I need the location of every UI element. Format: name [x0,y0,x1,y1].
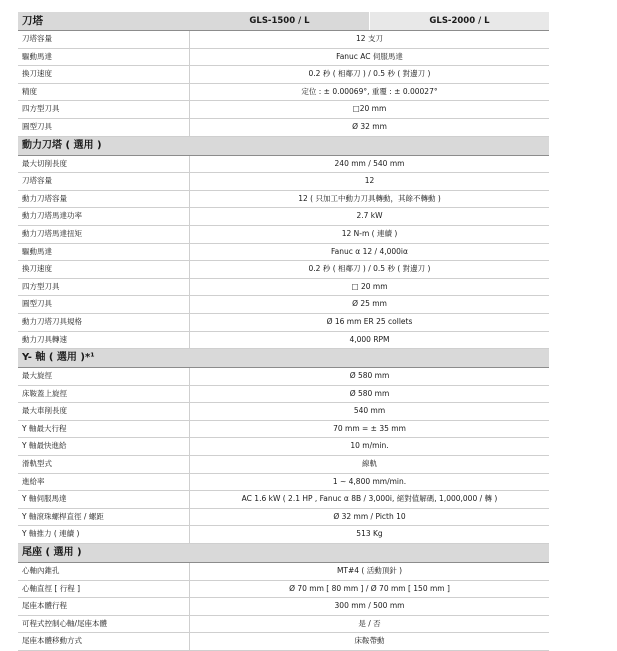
spec-label: 驅動馬達 [18,49,190,66]
spec-value: 540 mm [353,406,386,416]
spec-value: 2.7 kW [356,211,383,221]
spec-value: 1 ~ 4,800 mm/min. [332,476,407,486]
spec-label: 刀塔容量 [18,31,190,48]
spec-label: 尾座本體移動方式 [18,633,190,650]
spec-label: 動力刀塔容量 [18,191,190,208]
spec-label: 動力刀塔馬達扭矩 [18,226,190,243]
spec-label: 心軸直徑 [ 行程 ] [18,581,190,598]
spec-label: 滑軌型式 [18,456,190,473]
spec-label: Y 軸最大行程 [18,421,190,438]
tailstock-section-title: 尾座 ( 選用 ) [18,544,549,563]
spec-row [18,616,549,634]
spec-row [18,296,549,314]
spec-label: 刀塔容量 [18,173,190,190]
spec-row [18,261,549,279]
spec-label: Y 軸伺服馬達 [18,491,190,508]
spec-value: 是 / 否 [358,618,381,628]
spec-label: 四方型刀具 [18,279,190,296]
spec-row [18,598,549,616]
spec-label: 圓型刀具 [18,296,190,313]
model-column-gls-1500: GLS-1500 / L [249,16,310,26]
spec-row [18,474,549,492]
spec-value: AC 1.6 kW ( 2.1 HP , Fanuc α 8B / 3,000i, 絕對值解碼, 1,000,000 / 轉 ) [241,494,498,504]
spec-row [18,456,549,474]
turret-section-title: 刀塔 [22,15,43,27]
spec-row [18,191,549,209]
spec-label: 尾座本體行程 [18,598,190,615]
spec-row [18,208,549,226]
spec-row [18,244,549,262]
spec-row [18,563,549,581]
spec-label: 換刀速度 [18,261,190,278]
spec-row [18,332,549,350]
model-column-gls-2000: GLS-2000 / L [369,12,549,30]
spec-value: 240 mm / 540 mm [334,158,405,168]
live-turret-section-title: 動力刀塔 ( 選用 ) [18,137,549,156]
spec-row [18,84,549,102]
spec-value: □ 20 mm [351,281,388,291]
spec-row [18,509,549,527]
turret-rows [18,31,549,137]
table-header [18,12,549,31]
spec-value: Ø 580 mm [349,371,390,381]
spec-label: 圓型刀具 [18,119,190,136]
spec-label: 進給率 [18,474,190,491]
spec-value: Ø 70 mm [ 80 mm ] / Ø 70 mm [ 150 mm ] [289,583,450,593]
spec-label: 床鞍蓋上旋徑 [18,386,190,403]
spec-value: 12 [364,176,375,186]
spec-value: 300 mm / 500 mm [334,601,405,611]
spec-value: 定位 : ± 0.00069°, 重覆 : ± 0.00027° [301,86,438,96]
spec-value: Ø 16 mm ER 25 collets [326,316,413,326]
spec-label: 最大車削長度 [18,403,190,420]
spec-value: MT#4 ( 活動頂針 ) [336,566,403,576]
spec-label: 動力刀塔馬達功率 [18,208,190,225]
spec-label: 可程式控制心軸/尾座本體 [18,616,190,633]
spec-row [18,279,549,297]
spec-row [18,156,549,174]
spec-row [18,66,549,84]
spec-row [18,526,549,544]
spec-value: 床鞍帶動 [354,636,385,646]
spec-value: 4,000 RPM [349,334,390,344]
spec-row [18,31,549,49]
spec-row [18,421,549,439]
spec-value: Fanuc AC 伺服馬達 [336,51,403,61]
y-axis-section-title: Y- 軸 ( 選用 )*¹ [18,349,549,368]
spec-value: 10 m/min. [350,441,389,451]
spec-value: □20 mm [352,104,387,114]
spec-label: 驅動馬達 [18,244,190,261]
spec-row [18,101,549,119]
spec-value: 線軌 [362,459,377,469]
spec-value: Ø 32 mm / Picth 10 [333,511,406,521]
spec-label: 最大切削長度 [18,156,190,173]
spec-label: 動力刀具轉速 [18,332,190,349]
spec-label: 心軸內錐孔 [18,563,190,580]
spec-row [18,226,549,244]
spec-value: 12 ( 只加工中動力刀具轉動，其餘不轉動 ) [298,193,441,203]
spec-label: 換刀速度 [18,66,190,83]
spec-row [18,314,549,332]
spec-value: 12 支刀 [356,34,383,43]
spec-row [18,491,549,509]
spec-row [18,49,549,67]
spec-value: Ø 25 mm [352,299,387,309]
spec-value: 0.2 秒 ( 相鄰刀 ) / 0.5 秒 ( 對邊刀 ) [308,69,431,79]
spec-row [18,633,549,651]
live-turret-rows [18,156,549,350]
spec-row [18,368,549,386]
tailstock-rows [18,563,549,651]
spec-row [18,403,549,421]
spec-row [18,386,549,404]
spec-label: Y 軸推力 ( 連續 ) [18,526,190,543]
spec-label: Y 軸最快進給 [18,438,190,455]
spec-label: 四方型刀具 [18,101,190,118]
spec-value: Ø 32 mm [352,121,387,131]
spec-label: 精度 [18,84,190,101]
spec-row [18,581,549,599]
spec-value: Ø 580 mm [349,388,390,398]
spec-row [18,119,549,137]
spec-label: Y 軸滾珠螺桿直徑 / 螺距 [18,509,190,526]
spec-table [18,12,549,651]
spec-value: 70 mm = ± 35 mm [333,423,406,433]
spec-row [18,438,549,456]
spec-label: 動力刀塔刀具規格 [18,314,190,331]
spec-value: 12 N-m ( 連續 ) [341,228,398,238]
spec-value: Fanuc α 12 / 4,000iα [331,246,408,256]
spec-row [18,173,549,191]
spec-value: 513 Kg [356,529,383,539]
spec-value: 0.2 秒 ( 相鄰刀 ) / 0.5 秒 ( 對邊刀 ) [308,264,431,274]
spec-label: 最大旋徑 [18,368,190,385]
y-axis-rows [18,368,549,544]
